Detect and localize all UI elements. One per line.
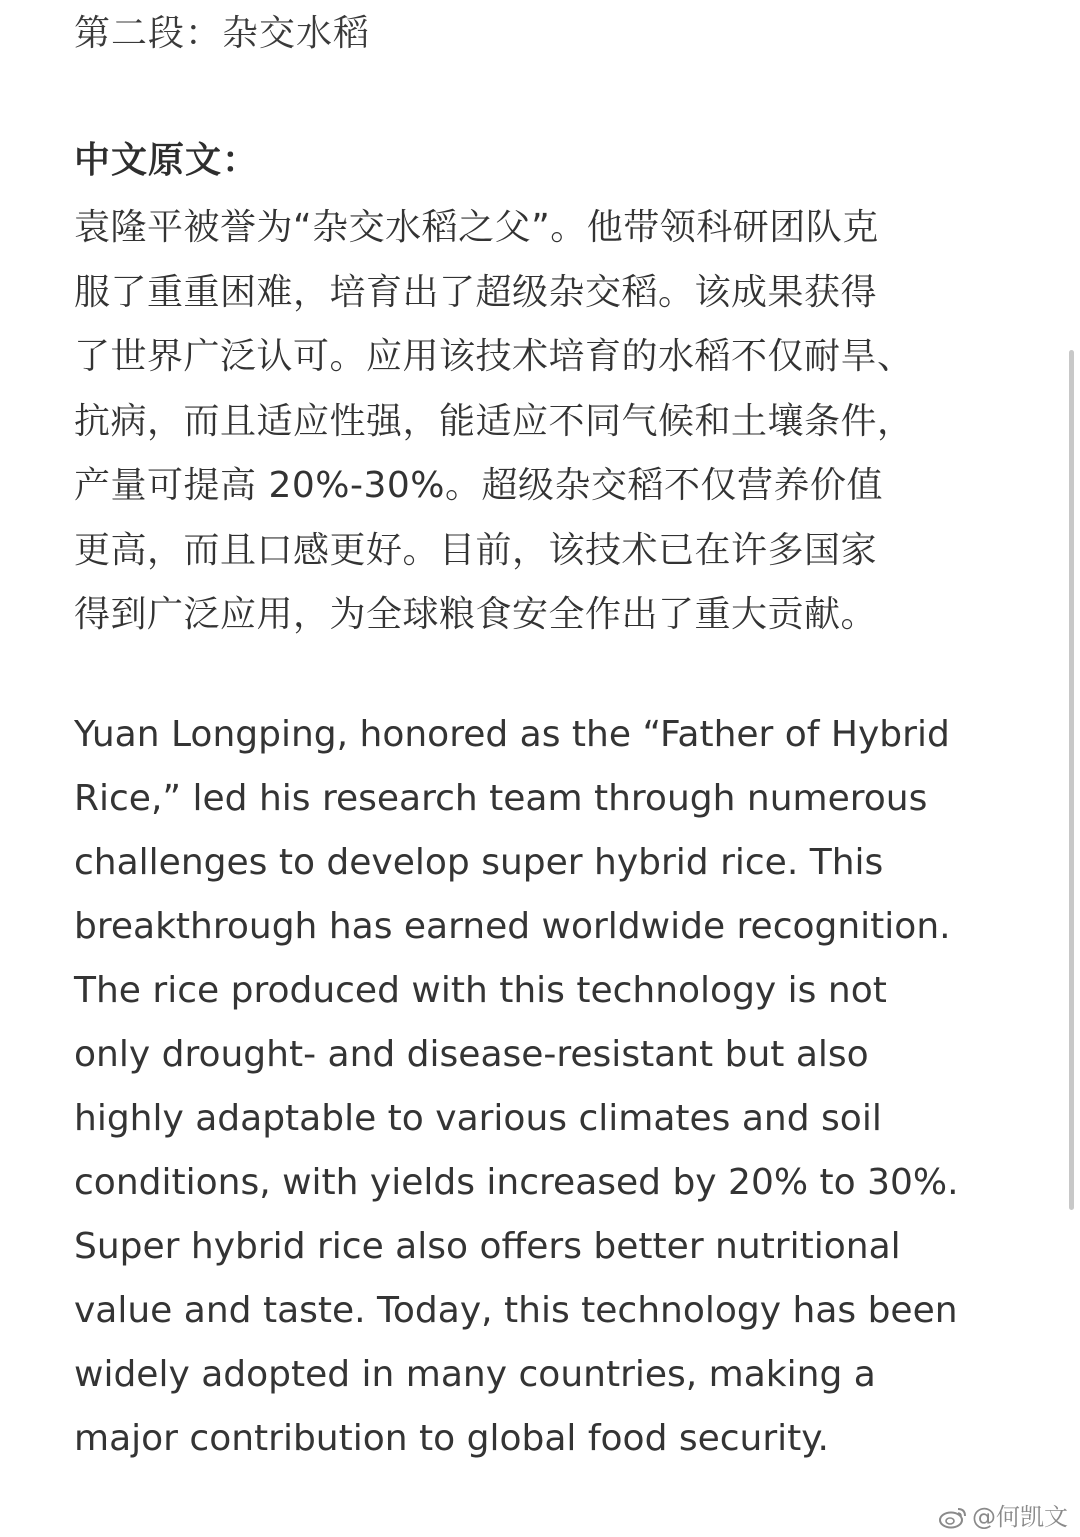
english-line: highly adaptable to various climates and soil: [74, 1098, 882, 1139]
english-line: Super hybrid rice also offers better nutritional: [74, 1226, 901, 1267]
chinese-line: 得到广泛应用，为全球粮食安全作出了重大贡献。: [74, 594, 878, 635]
watermark-text: @何凯文: [972, 1503, 1068, 1531]
scrollbar[interactable]: [1069, 350, 1074, 1210]
english-line: Yuan Longping, honored as the “Father of Hybrid: [74, 714, 950, 755]
chinese-line: 袁隆平被誉为“杂交水稻之父”。他带领科研团队克: [74, 207, 879, 248]
english-paragraph: [74, 703, 1014, 1471]
chinese-paragraph: [74, 196, 1004, 648]
english-line: value and taste. Today, this technology has been: [74, 1290, 958, 1331]
english-line: major contribution to global food security.: [74, 1418, 829, 1459]
english-line: conditions, with yields increased by 20% to 30%.: [74, 1162, 959, 1203]
english-line: breakthrough has earned worldwide recognition.: [74, 906, 951, 947]
chinese-line: 抗病，而且适应性强，能适应不同气候和土壤条件，: [74, 400, 914, 442]
chinese-line: 了世界广泛认可。应用该技术培育的水稻不仅耐旱、: [74, 336, 914, 377]
weibo-icon: [938, 1505, 968, 1529]
section-title: 第二段：杂交水稻: [74, 13, 371, 54]
english-line: The rice produced with this technology is not: [74, 970, 887, 1011]
chinese-heading: 中文原文：: [74, 140, 260, 181]
english-line: challenges to develop super hybrid rice. This: [74, 842, 884, 883]
english-line: only drought- and disease-resistant but also: [74, 1034, 869, 1075]
watermark: [938, 1503, 1068, 1531]
chinese-line: 服了重重困难，培育出了超级杂交稻。该成果获得: [74, 271, 878, 313]
chinese-line: 产量可提高 20%-30%。超级杂交稻不仅营养价值: [74, 465, 883, 506]
chinese-line: 更高，而且口感更好。目前，该技术已在许多国家: [74, 529, 878, 571]
english-line: widely adopted in many countries, making a: [74, 1354, 876, 1395]
english-line: Rice,” led his research team through numerous: [74, 778, 928, 819]
